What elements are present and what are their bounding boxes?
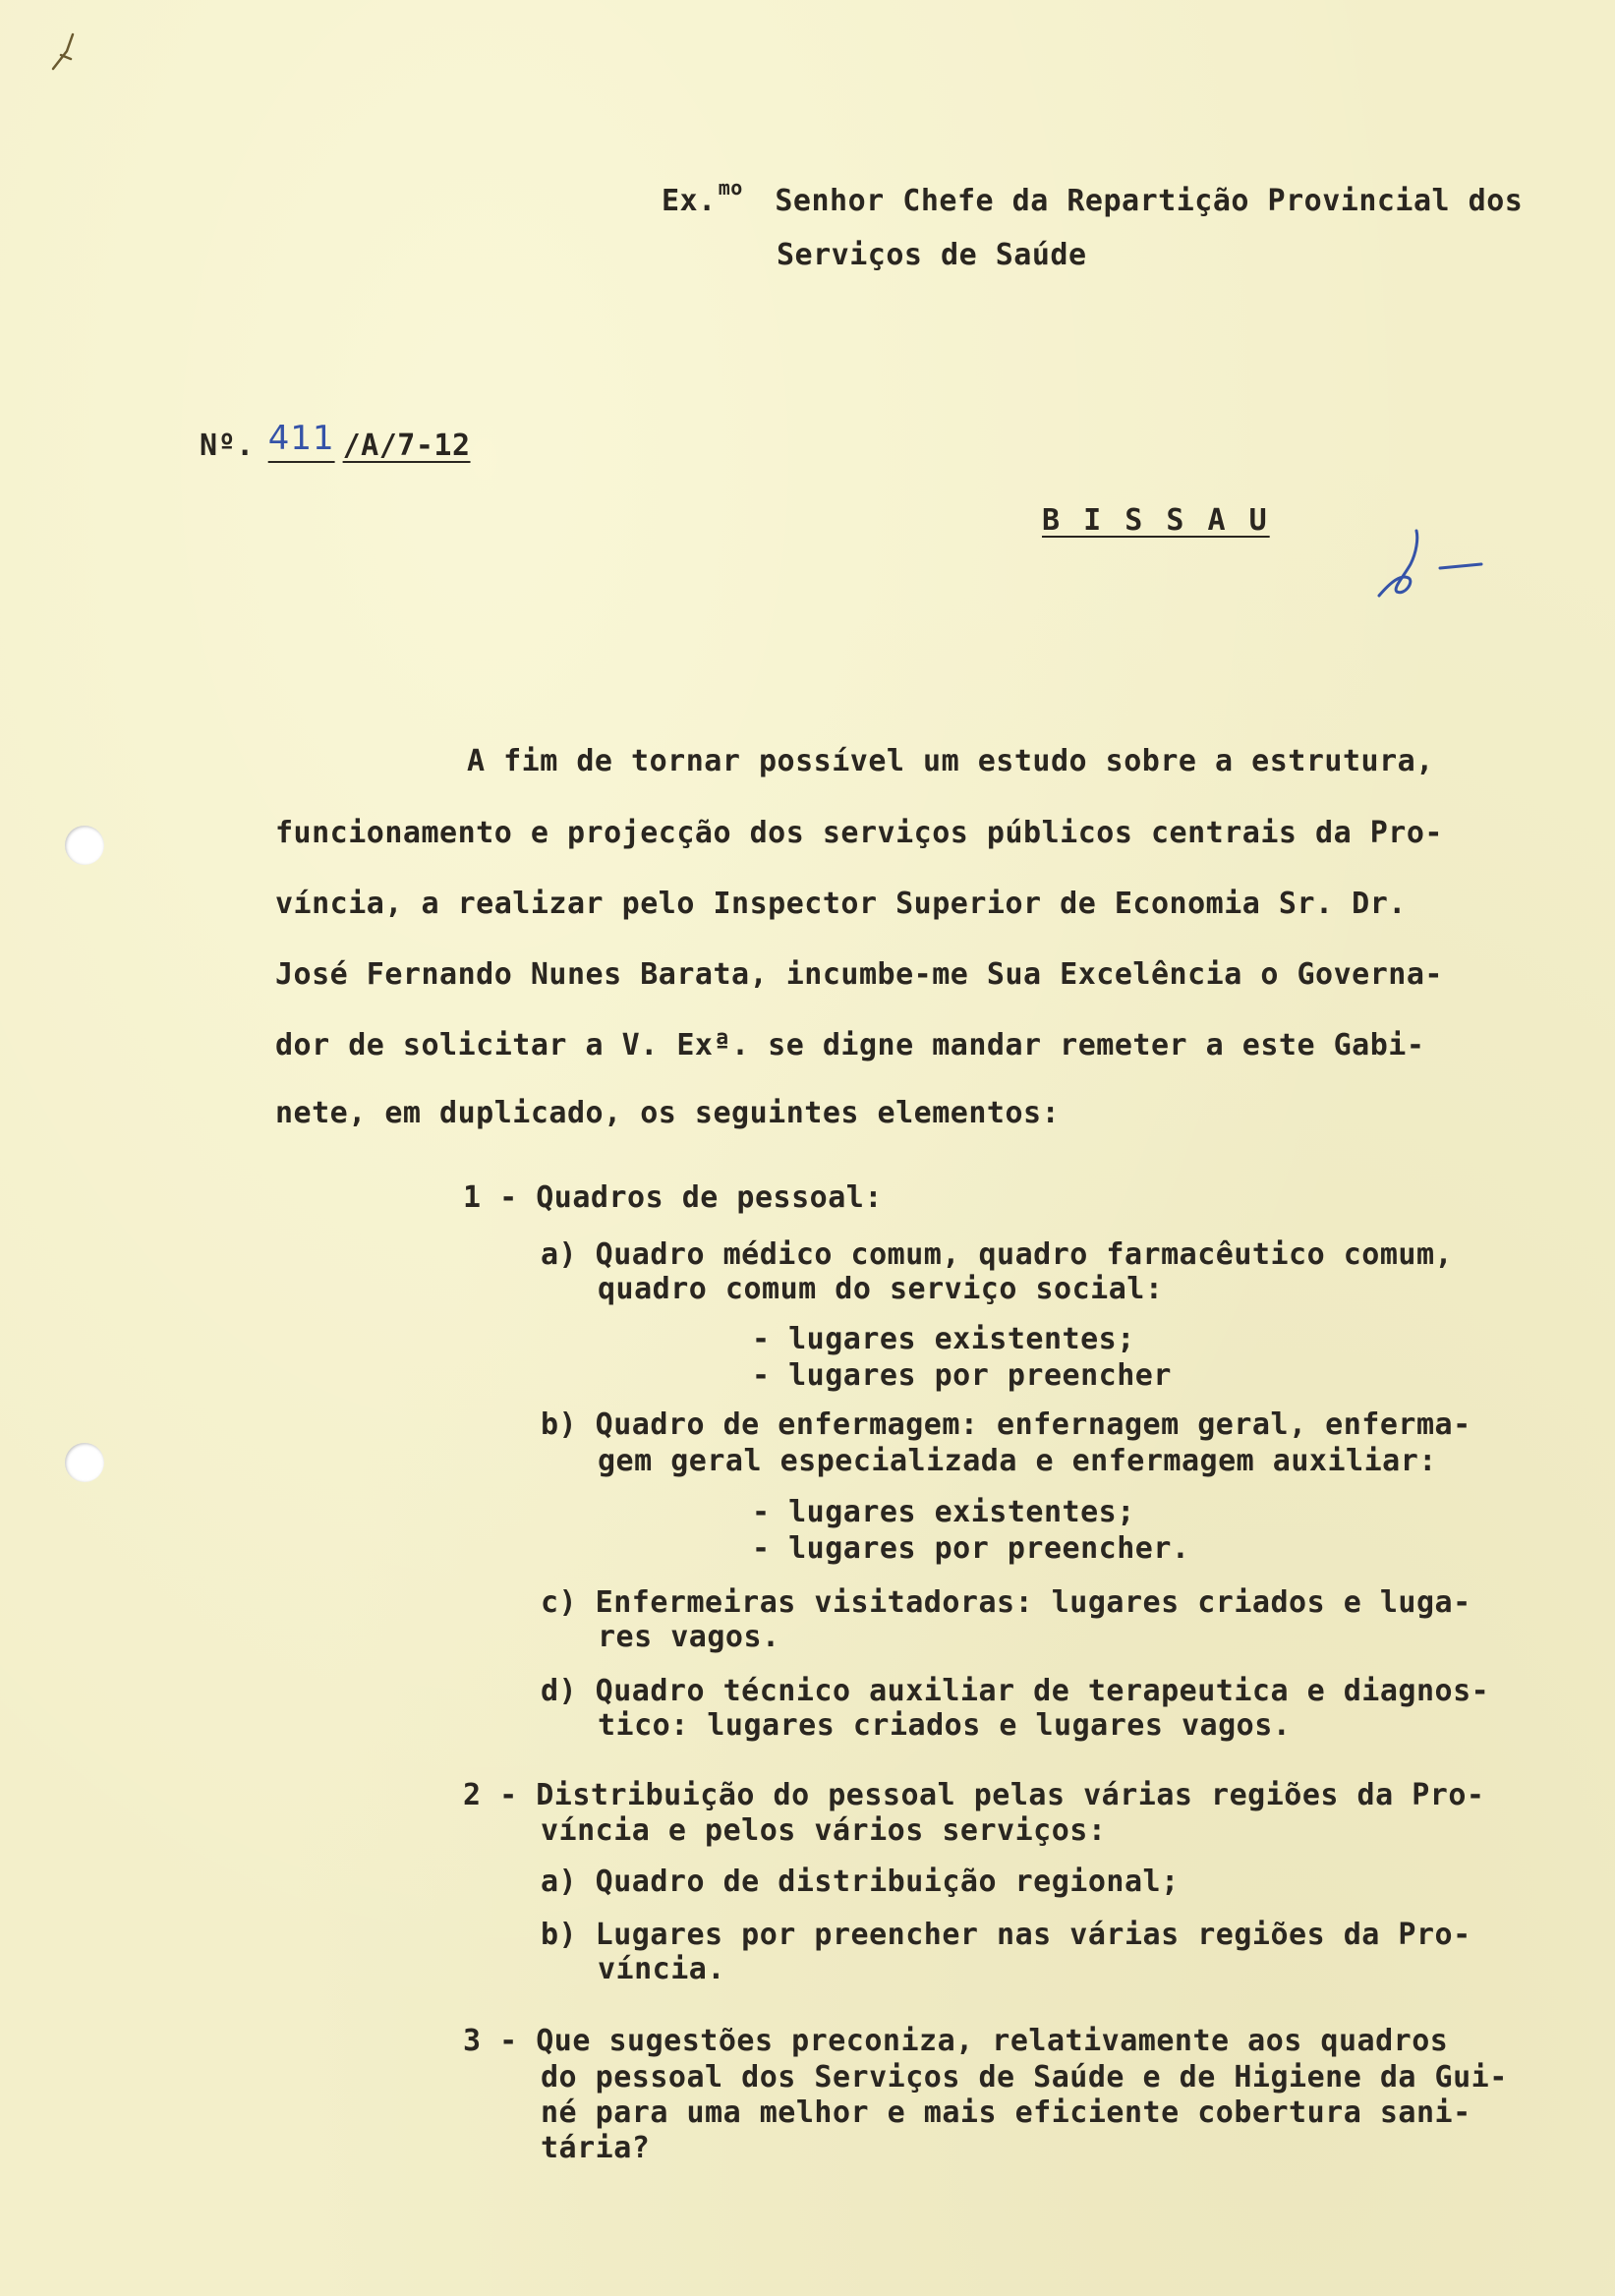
addressee-title: Senhor Chefe da Repartição Provincial dos bbox=[775, 184, 1524, 218]
item-3-line-1: 3 - Que sugestões preconiza, relativamente aos quadros bbox=[463, 2024, 1449, 2058]
item-1a-line-2: quadro comum do serviço social: bbox=[598, 1272, 1164, 1306]
item-2-line-1: 2 - Distribuição do pessoal pelas várias regiões da Pro- bbox=[463, 1778, 1485, 1812]
reference-number bbox=[200, 419, 471, 463]
addressee-line-2: Serviços de Saúde bbox=[777, 238, 1087, 272]
item-2b-line-2: víncia. bbox=[598, 1952, 725, 1986]
reference-label: Nº. bbox=[200, 429, 255, 463]
item-1a-dash-1: - lugares existentes; bbox=[752, 1322, 1135, 1356]
body-line-2: funcionamento e projecção dos serviços públicos centrais da Pro- bbox=[275, 816, 1443, 850]
reference-suffix: /A/7-12 bbox=[342, 429, 471, 463]
addressee-superscript: mo bbox=[718, 176, 743, 200]
item-1-heading: 1 - Quadros de pessoal: bbox=[463, 1180, 883, 1215]
item-1d-line-2: tico: lugares criados e lugares vagos. bbox=[598, 1708, 1292, 1743]
item-2-line-2: víncia e pelos vários serviços: bbox=[541, 1813, 1107, 1848]
body-line-4: José Fernando Nunes Barata, incumbe-me Sua Excelência o Governa- bbox=[275, 957, 1443, 992]
punch-hole-lower bbox=[65, 1443, 104, 1482]
item-1c-line-1: c) Enfermeiras visitadoras: lugares criados e luga- bbox=[541, 1585, 1471, 1620]
body-line-5: dor de solicitar a V. Exª. se digne mandar remeter a este Gabi- bbox=[275, 1028, 1425, 1062]
item-1b-line-1: b) Quadro de enfermagem: enfernagem geral, enferma- bbox=[541, 1407, 1471, 1442]
item-1d-line-1: d) Quadro técnico auxiliar de terapeutica e diagnos- bbox=[541, 1674, 1490, 1708]
handwritten-initials-icon bbox=[1371, 521, 1499, 609]
item-1b-dash-2: - lugares por preencher. bbox=[752, 1531, 1190, 1566]
body-line-1: A fim de tornar possível um estudo sobre a estrutura, bbox=[467, 744, 1434, 778]
addressee-prefix: Ex. bbox=[662, 184, 717, 218]
item-1b-line-2: gem geral especializada e enfermagem auxiliar: bbox=[598, 1444, 1437, 1478]
item-2a: a) Quadro de distribuição regional; bbox=[541, 1865, 1180, 1899]
body-line-3: víncia, a realizar pelo Inspector Superior de Economia Sr. Dr. bbox=[275, 887, 1407, 921]
item-3-line-4: tária? bbox=[541, 2131, 651, 2165]
addressee-line-1 bbox=[662, 176, 1524, 218]
place-heading: B I S S A U bbox=[1042, 503, 1270, 538]
item-1c-line-2: res vagos. bbox=[598, 1620, 780, 1654]
item-3-line-3: né para uma melhor e mais eficiente cobertura sani- bbox=[541, 2095, 1471, 2130]
body-line-6: nete, em duplicado, os seguintes elementos: bbox=[275, 1096, 1061, 1130]
punch-hole-upper bbox=[65, 826, 104, 865]
item-2b-line-1: b) Lugares por preencher nas várias regiões da Pro- bbox=[541, 1918, 1471, 1952]
reference-handwritten-number: 411 bbox=[267, 419, 335, 458]
item-1a-line-1: a) Quadro médico comum, quadro farmacêutico comum, bbox=[541, 1237, 1454, 1272]
item-3-line-2: do pessoal dos Serviços de Saúde e de Higiene da Gui- bbox=[541, 2060, 1508, 2095]
item-1b-dash-1: - lugares existentes; bbox=[752, 1495, 1135, 1529]
pencil-mark-icon bbox=[43, 29, 83, 88]
item-1a-dash-2: - lugares por preencher bbox=[752, 1358, 1172, 1393]
reference-underlined bbox=[255, 419, 471, 463]
